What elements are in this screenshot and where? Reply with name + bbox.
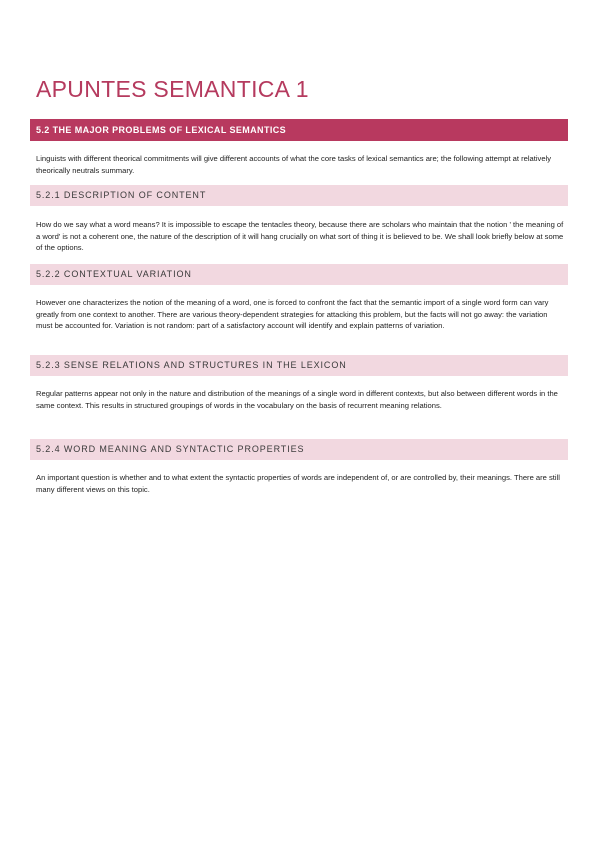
subsection-heading-5-2-3: 5.2.3 SENSE RELATIONS AND STRUCTURES IN THE LEXICON (30, 355, 568, 376)
subsection-heading-5-2-2: 5.2.2 CONTEXTUAL VARIATION (30, 264, 568, 285)
document-title: APUNTES SEMANTICA 1 (36, 76, 309, 102)
subsection-body-5-2-2: However one characterizes the notion of the meaning of a word, one is forced to confront the fact that the semantic import of a single word form can vary greatly from one context to another. There are various theory-dependent strategies for attacking this problem, but the facts will not go away: the variation must be accounted for. Variation is not random: part of a satisfactory account will identify and explain patterns of variation. (36, 298, 549, 331)
subsection-heading-5-2-1: 5.2.1 DESCRIPTION OF CONTENT (30, 185, 568, 206)
subsection-body-5-2-4: An important question is whether and to what extent the syntactic properties of words are independent of, or are controlled by, their meanings. There are still many different views on this topic. (36, 473, 560, 494)
subsection-body-5-2-1: How do we say what a word means? It is impossible to escape the tentacles theory, because there are scholars who maintain that the notion ' the meaning of a word' is not a coherent one, the nature of the description of it will hang crucially on what sort of thing it is believed to be. We shall look briefly below at some of the options. (36, 220, 564, 253)
subsection-heading-5-2-4: 5.2.4 WORD MEANING AND SYNTACTIC PROPERTIES (30, 439, 568, 460)
section-intro-paragraph: Linguists with different theorical commitments will give different accounts of what the core tasks of lexical semantics are; the following attempt at relatively theorically neutrals summary. (36, 154, 552, 175)
section-heading-5-2: 5.2 THE MAJOR PROBLEMS OF LEXICAL SEMANTICS (30, 119, 568, 141)
subsection-body-5-2-3: Regular patterns appear not only in the nature and distribution of the meanings of a single word in different contexts, but also between different words in the same context. This results in structured groupings of words in the vocabulary on the basis of recurrent meaning relations. (36, 389, 558, 410)
